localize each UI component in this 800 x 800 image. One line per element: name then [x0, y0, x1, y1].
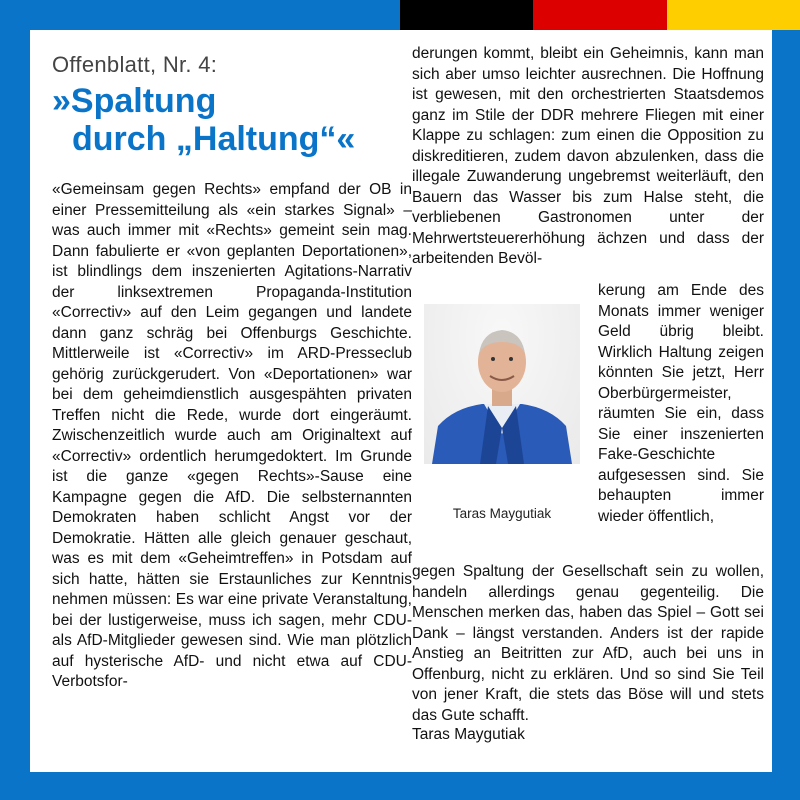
article-kicker: Offenblatt, Nr. 4:: [52, 52, 218, 77]
article-card: [30, 30, 772, 772]
author-photo: [424, 304, 580, 464]
author-photo-box: [412, 298, 592, 520]
right-column-wrap: [598, 281, 764, 527]
left-column-text: «Gemeinsam gegen Rechts» empfand der OB in einer Pressemitteilung als «ein starkes Signal» – was auch immer mit «Rechts» gemeint sein mag. Dann fabulierte er «von geplanten Deportationen», ist blindlings dem inszenierten Agitations-Narrativ der linksextremen Propaganda-Institution «Correctiv» auf den Leim gegangen und landete dann ganz schräg bei Offenburgs Geschichte. Mittlerweile ist «Correctiv» im ARD-Presseclub gehörig zurückgerudert. Von «Deportationen» war bei dem geheimdienstlich ausgespähten privaten Treffen nicht die Rede, wurde dort eingeräumt. Zwischenzeitlich wurde auch am Originaltext auf «Correctiv» ordentlich herumgedoktert. Im Grunde ist die ganze «gegen Rechts»-Sause eine Kampagne gegen die AfD. Die selbsternannten Demokraten haben schlicht Angst vor der Demokratie. Hätten alle gleich genauer geschaut, was es mit dem «Geheimtreffen» in Potsdam auf sich hatte, hätten sie Erstaunliches zur Kenntnis nehmen müssen: Es war eine private Veranstaltung, bei der lustigerweise, muss ich sagen, mehr CDU- als AfD-Mitglieder gewesen sind. Wie man plötzlich auf hysterische AfD- und nicht etwa auf CDU-Verbotsfor-: [52, 181, 412, 690]
headline-line-2: durch „Haltung“«: [72, 120, 356, 158]
photo-caption: Taras Maygutiak: [452, 506, 552, 521]
flag-stripe: [400, 0, 800, 30]
flag-black-band: [400, 0, 533, 30]
headline-line-1: »Spaltung: [52, 82, 217, 120]
flag-red-band: [533, 0, 666, 30]
right-column-bottom: [412, 562, 764, 744]
article-headline: [52, 82, 412, 158]
right-column-wrap-text: kerung am Ende des Monats immer weniger Geld übrig bleibt. Wirklich Haltung zeigen könnten Sie jetzt, Herr Oberbürgermeister, räumten Sie ein, dass Sie einer inszenierten Fake-Geschichte aufgesessen sind. Sie behaupten immer wieder öffentlich,: [598, 282, 764, 525]
portrait-illustration: [424, 304, 580, 464]
flag-gold-band: [667, 0, 800, 30]
author-signature: Taras Maygutiak: [412, 726, 525, 743]
right-column-top: [412, 44, 764, 270]
left-column: [52, 52, 412, 693]
right-column-bottom-text: gegen Spaltung der Gesellschaft sein zu wollen, handeln allerdings genau gegenteilig. Die Menschen merken das, haben das Spiel – Gott sei Dank – längst verstanden. Anders ist der rapide Anstieg an Beitritten zur AfD, auch bei uns in Offenburg, nicht zu erklären. Und so sind Sie Teil von jener Kraft, die stets das Böse will und stets das Gute schafft.: [412, 563, 764, 724]
right-column-top-text: derungen kommt, bleibt ein Geheimnis, kann man sich aber umso leichter ausrechnen. Die Hoffnung ist gewesen, mit den orchestrierten Staatsdemos ganz im Stile der DDR mehrere Fliegen mit einer Klappe zu schlagen: zum einen die Opposition zu diskreditieren, zudem davon abzulenken, dass die illegale Zuwanderung ungebremst weiterläuft, den Bauern das Wasser bis zum Halse steht, die verbliebenen Gastronomen unter der Mehrwertsteuererhöhung ächzen und dass der arbeitenden Bevöl-: [412, 45, 764, 267]
